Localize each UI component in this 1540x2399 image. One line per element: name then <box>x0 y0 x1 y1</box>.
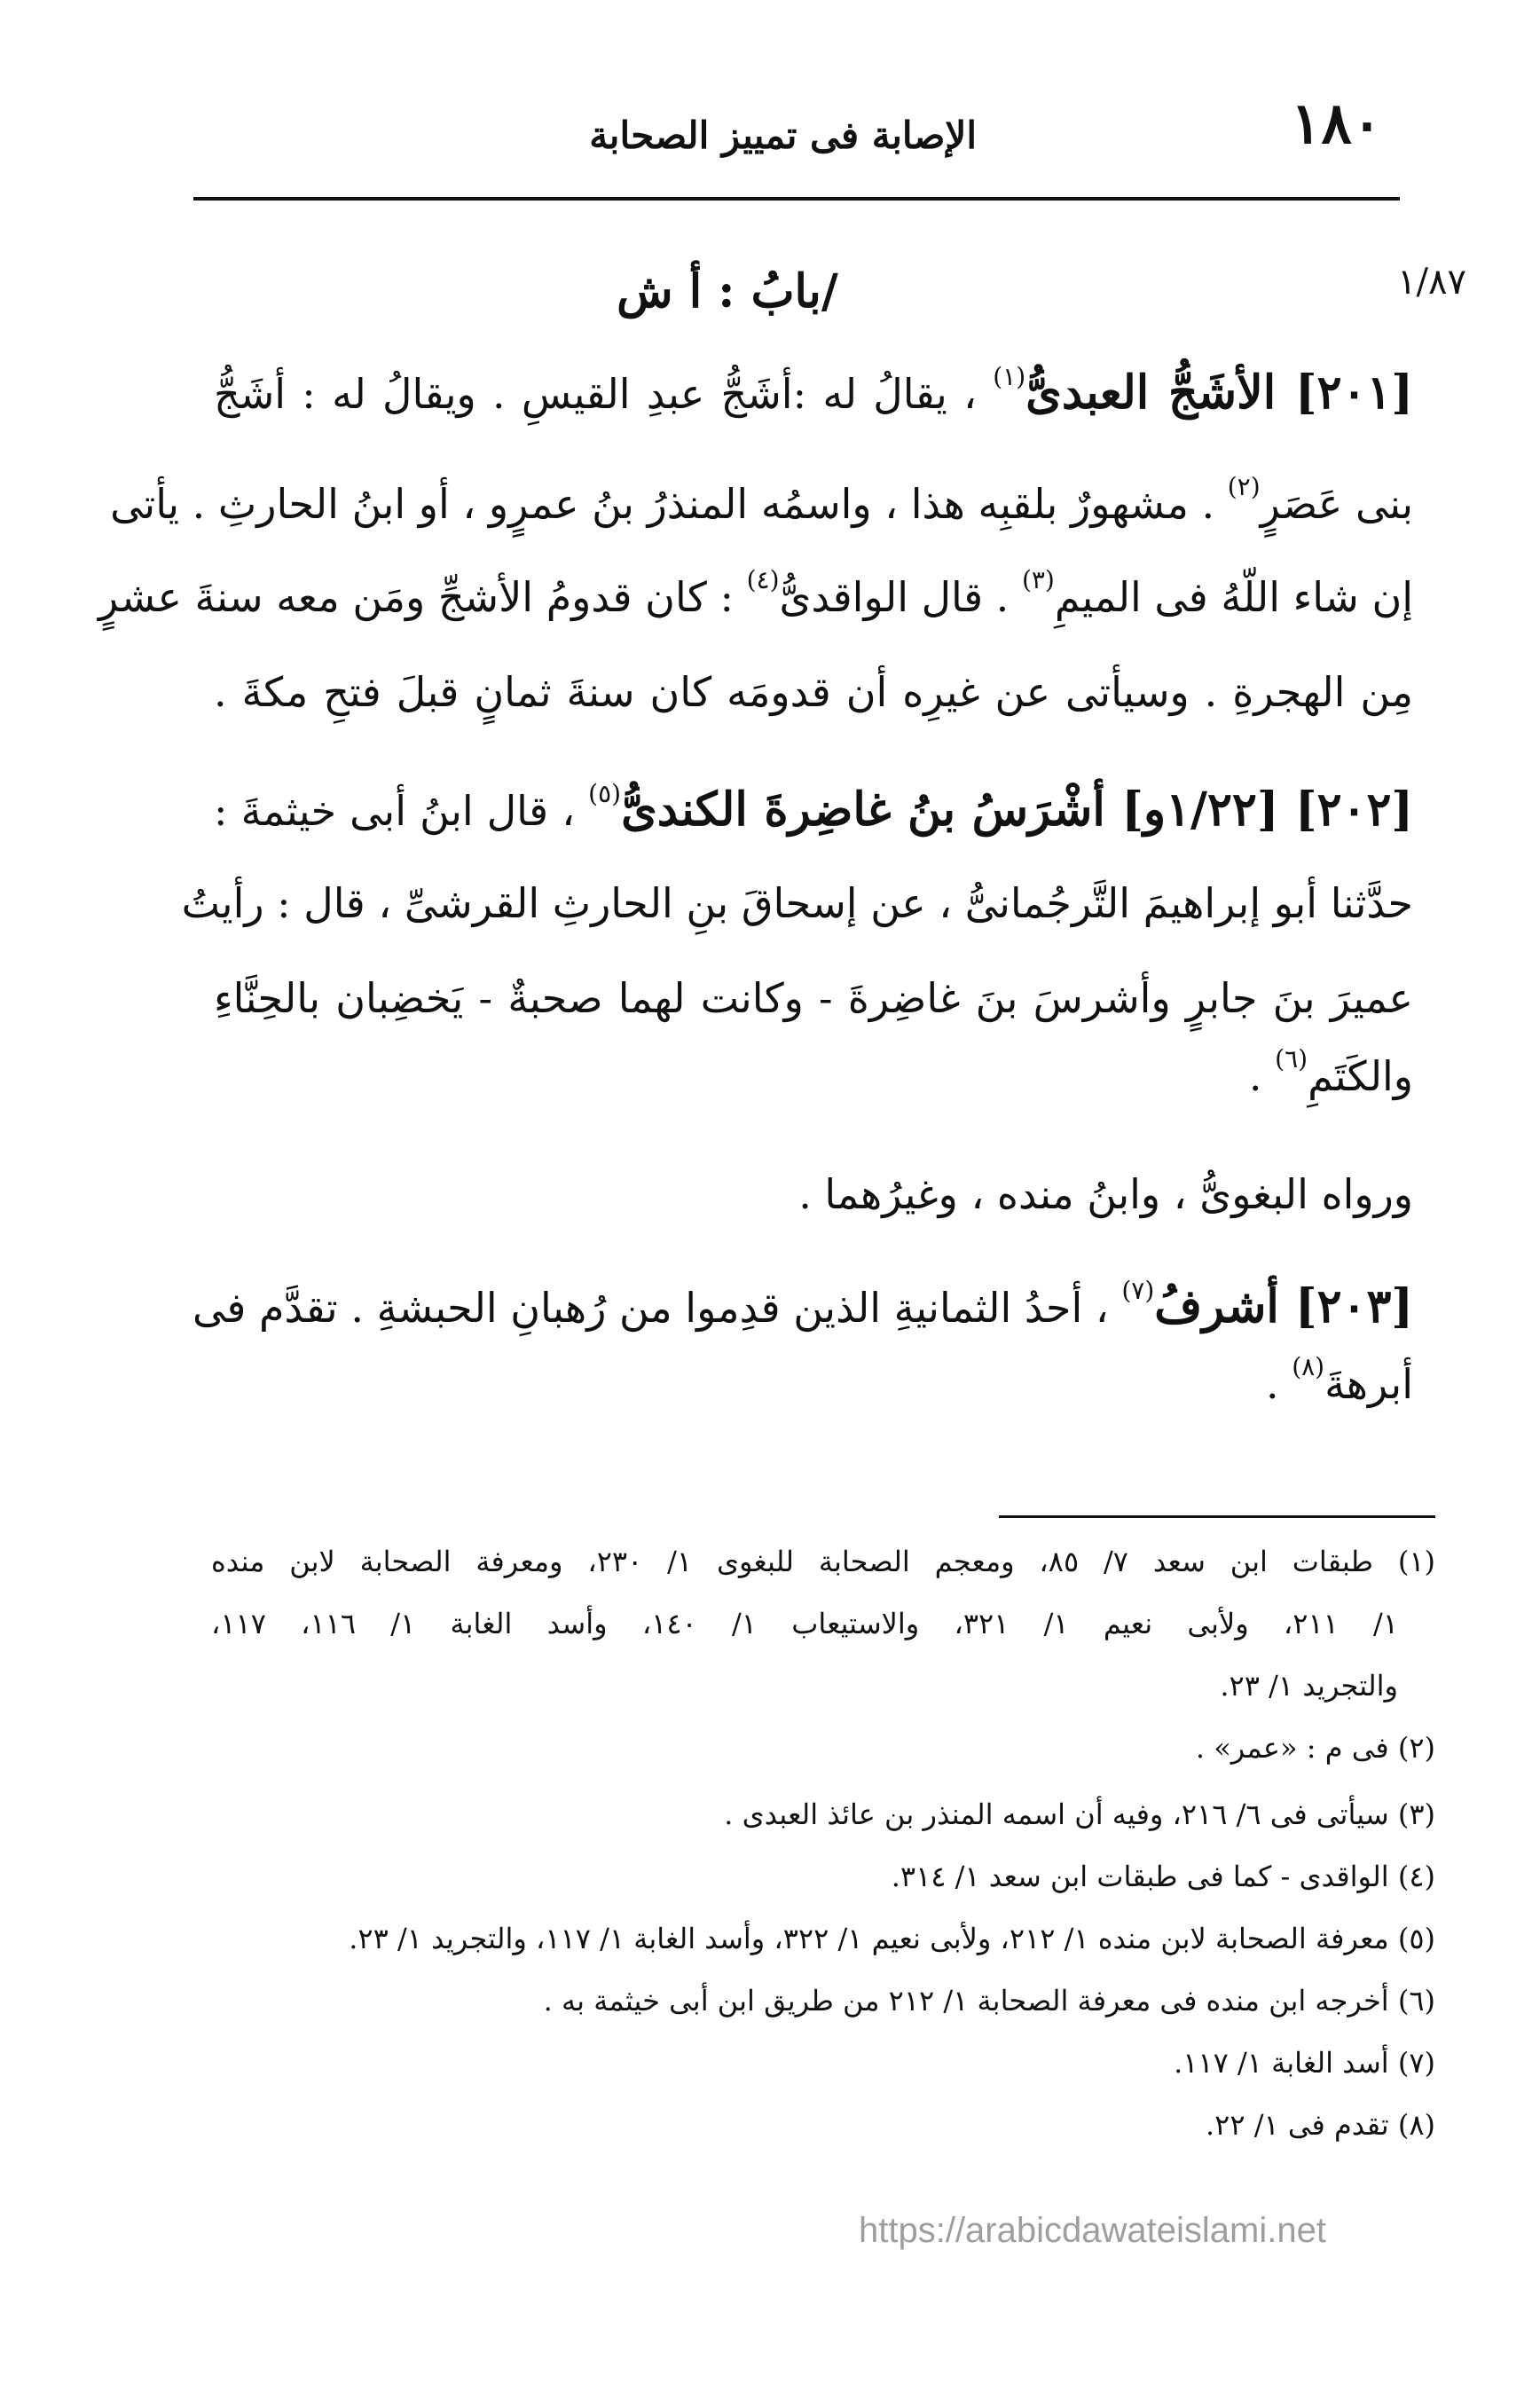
footnote-5: (٥) معرفة الصحابة لابن منده ١/ ٢١٢، ولأبى نعيم ١/ ٣٢٢، وأسد الغابة ١/ ١١٧، والتجريد ١/ ٢٣. <box>349 1922 1435 1955</box>
header-rule <box>193 197 1400 201</box>
entry-202-line-4-text: والكَتَمِ <box>1308 1052 1413 1100</box>
entry-201-line-4: مِن الهجرةِ . وسيأتى عن غيرِه أن قدومَه كان سنةَ ثمانٍ قبلَ فتحِ مكةَ . <box>214 668 1413 716</box>
entry-201-line-2 <box>110 472 1413 531</box>
entry-201-headword: [٢٠١] الأشَجُّ العبدىُّ <box>1025 366 1413 420</box>
entry-201-line-3-mid: . قال الواقدىُّ <box>779 573 1022 621</box>
entry-202-line-5: ورواه البغوىُّ ، وابنُ منده ، وغيرُهما . <box>798 1170 1413 1218</box>
entry-201-line-3 <box>98 565 1413 624</box>
entry-203-line-2-text: أبرهةَ <box>1324 1360 1413 1408</box>
entry-203-text: ، أحدُ الثمانيةِ الذين قدِموا من رُهبانِ الحبشةِ . تقدَّم فى <box>192 1284 1122 1332</box>
entry-201-line-3-end: : كان قدومُ الأشجِّ ومَن معه سنةَ عشرٍ <box>98 573 747 621</box>
entry-202-line-2: حدَّثنا أبو إبراهيمَ التَّرجُمانىُّ ، عن إسحاقَ بنِ الحارثِ القرشىِّ ، قال : رأيتُ <box>181 879 1413 927</box>
section-heading: /بابُ : أ ش <box>617 264 838 319</box>
footnote-marker-5: (٥) <box>588 779 622 808</box>
entry-201-line-1 <box>214 364 1413 421</box>
margin-reference: ١/٨٧ <box>1397 262 1466 303</box>
entry-203-line-2 <box>214 1352 1413 1411</box>
entry-201-line-2-end: . مشهورٌ بلقبِه هذا ، واسمُه المنذرُ بنُ عمرٍو ، أو ابنُ الحارثِ . يأتى <box>110 480 1228 528</box>
footnote-marker-6: (٦) <box>1275 1044 1308 1074</box>
footnote-marker-7: (٧) <box>1121 1276 1155 1305</box>
entry-203-line-2-end: . <box>1265 1360 1292 1408</box>
footnote-1-line-1: (١) طبقات ابن سعد ٧/ ٨٥، ومعجم الصحابة للبغوى ١/ ٢٣٠، ومعرفة الصحابة لابن منده <box>211 1545 1436 1578</box>
footnote-6: (٦) أخرجه ابن منده فى معرفة الصحابة ١/ ٢١٢ من طريق ابن أبى خيثمة به . <box>543 1984 1435 2018</box>
footnote-marker-4: (٤) <box>746 565 780 594</box>
entry-202-text: ، قال ابنُ أبى خيثمةَ : <box>214 787 589 835</box>
entry-203-line-1 <box>192 1276 1413 1335</box>
page-number: ١٨٠ <box>1291 90 1383 157</box>
entry-203-headword: [٢٠٣] أشرفُ <box>1154 1279 1413 1333</box>
watermark-url: https://arabicdawateislami.net <box>859 2211 1326 2250</box>
footnote-1-line-3: والتجريد ١/ ٢٣. <box>1220 1669 1398 1703</box>
footnote-8: (٨) تقدم فى ١/ ٢٢. <box>1205 2108 1435 2142</box>
entry-202-line-1 <box>214 781 1413 838</box>
entry-202-line-3: عميرَ بنَ جابرٍ وأشرسَ بنَ غاضِرةَ - وكانت لهما صحبةٌ - يَخضِبان بالحِنَّاءِ <box>214 974 1413 1022</box>
footnote-2: (٢) فى م : «عمر» . <box>1195 1731 1435 1765</box>
footnote-marker-8: (٨) <box>1292 1352 1325 1381</box>
footnote-marker-3: (٣) <box>1021 565 1055 594</box>
footnote-1-line-2: ١/ ٢١١، ولأبى نعيم ١/ ٣٢١، والاستيعاب ١/ ١٤٠، وأسد الغابة ١/ ١١٦، ١١٧، <box>211 1607 1399 1640</box>
footnote-marker-1: (١) <box>993 362 1026 391</box>
entry-201-line-2-start: بنى عَصَرٍ <box>1260 480 1413 528</box>
footnotes-rule <box>999 1515 1435 1518</box>
footnote-3: (٣) سيأتى فى ٦/ ٢١٦، وفيه أن اسمه المنذر بن عائذ العبدى . <box>724 1797 1435 1831</box>
running-title: الإصابة فى تمييز الصحابة <box>589 114 977 157</box>
footnote-4: (٤) الواقدى - كما فى طبقات ابن سعد ١/ ٣١٤. <box>891 1860 1435 1893</box>
entry-202-line-4-end: . <box>1248 1052 1276 1100</box>
footnote-marker-2: (٢) <box>1227 472 1261 501</box>
entry-202-headword: [٢٠٢] [١/٢٢و] أشْرَسُ بنُ غاضِرةَ الكندىُّ <box>621 783 1414 837</box>
entry-201-text: ، يقالُ له :أشَجُّ عبدِ القيسِ . ويقالُ له : أشَجُّ <box>214 370 994 418</box>
footnote-7: (٧) أسد الغابة ١/ ١١٧. <box>1174 2046 1435 2080</box>
entry-201-line-3-start: إن شاء اللّهُ فى الميمِ <box>1054 573 1413 621</box>
entry-202-line-4 <box>214 1044 1413 1103</box>
